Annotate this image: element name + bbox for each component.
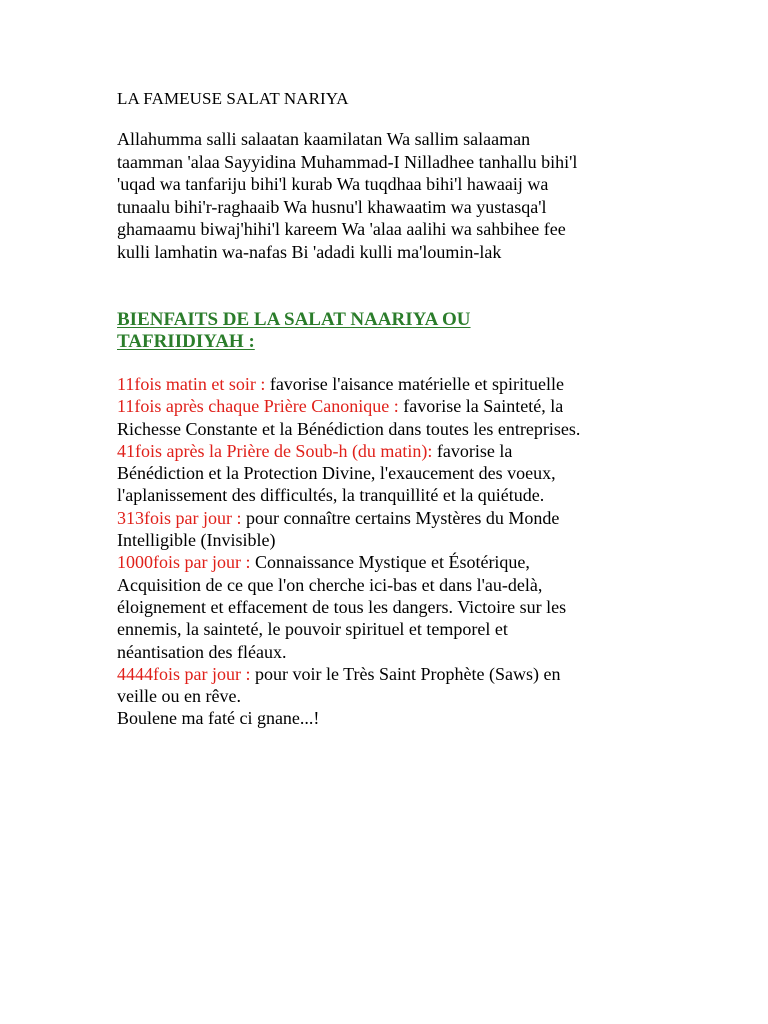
benefit-line	[117, 440, 677, 462]
prayer-text	[117, 128, 677, 263]
benefit-text: veille ou en rêve.	[117, 686, 241, 707]
benefits-list	[117, 373, 677, 730]
prayer-line: taamman 'alaa Sayyidina Muhammad-I Nilladhee tanhallu bihi'l	[117, 151, 578, 172]
benefit-text: Acquisition de ce que l'on cherche ici-bas et dans l'au-delà,	[117, 574, 543, 595]
benefit-line	[117, 663, 677, 685]
benefit-line	[117, 551, 677, 573]
benefit-text: Bénédiction et la Protection Divine, l'exaucement des voeux,	[117, 463, 556, 484]
benefit-text: Intelligible (Invisible)	[117, 530, 276, 551]
benefit-count-label: 11fois après chaque Prière Canonique :	[117, 396, 399, 417]
benefit-text: favorise la Sainteté, la	[403, 396, 564, 417]
benefit-item	[117, 507, 677, 552]
document-page	[117, 88, 677, 730]
benefit-text: éloignement et effacement de tous les dangers. Victoire sur les	[117, 596, 567, 617]
closing-line: Boulene ma faté ci gnane...!	[117, 708, 320, 729]
document-title: LA FAMEUSE SALAT NARIYA	[117, 89, 349, 108]
benefit-text: pour voir le Très Saint Prophète (Saws) en	[254, 663, 561, 684]
benefit-count-label: 41fois après la Prière de Soub-h (du matin):	[117, 440, 433, 461]
benefit-text: l'aplanissement des difficultés, la tranquillité et la quiétude.	[117, 485, 545, 506]
benefit-text: pour connaître certains Mystères du Monde	[245, 507, 560, 528]
benefit-item	[117, 395, 677, 440]
benefit-count-label: 4444fois par jour :	[117, 663, 251, 684]
prayer-line: 'uqad wa tanfariju bihi'l kurab Wa tuqdhaa bihi'l hawaaij wa	[117, 174, 549, 194]
benefit-line	[117, 373, 677, 395]
benefits-heading-line: TAFRIIDIYAH :	[117, 331, 255, 352]
prayer-line: ghamaamu biwaj'hihi'l kareem Wa 'alaa aalihi wa sahbihee fee	[117, 219, 566, 239]
benefit-line	[117, 507, 677, 529]
benefit-text: Connaissance Mystique et Ésotérique,	[254, 552, 530, 573]
benefit-line	[117, 395, 677, 417]
prayer-line: tunaalu bihi'r-raghaaib Wa husnu'l khawaatim wa yustasqa'l	[117, 196, 547, 217]
benefit-item	[117, 551, 677, 662]
prayer-line: kulli lamhatin wa-nafas Bi 'adadi kulli ma'loumin-lak	[117, 241, 502, 262]
benefit-count-label: 313fois par jour :	[117, 507, 242, 528]
benefit-item	[117, 373, 677, 395]
benefits-heading-line: BIENFAITS DE LA SALAT NAARIYA OU	[117, 309, 471, 330]
prayer-line: Allahumma salli salaatan kaamilatan Wa sallim salaaman	[117, 129, 531, 149]
benefit-text: favorise la	[436, 440, 513, 461]
benefit-text: favorise l'aisance matérielle et spirituelle	[269, 374, 564, 394]
benefit-count-label: 11fois matin et soir :	[117, 374, 266, 394]
benefit-text: ennemis, la sainteté, le pouvoir spirituel et temporel et	[117, 619, 508, 640]
benefits-heading	[117, 309, 677, 353]
benefit-text: Richesse Constante et la Bénédiction dans toutes les entreprises.	[117, 418, 581, 439]
benefit-count-label: 1000fois par jour :	[117, 552, 251, 573]
benefit-item	[117, 663, 677, 708]
benefit-item	[117, 440, 677, 507]
benefit-text: néantisation des fléaux.	[117, 641, 287, 662]
